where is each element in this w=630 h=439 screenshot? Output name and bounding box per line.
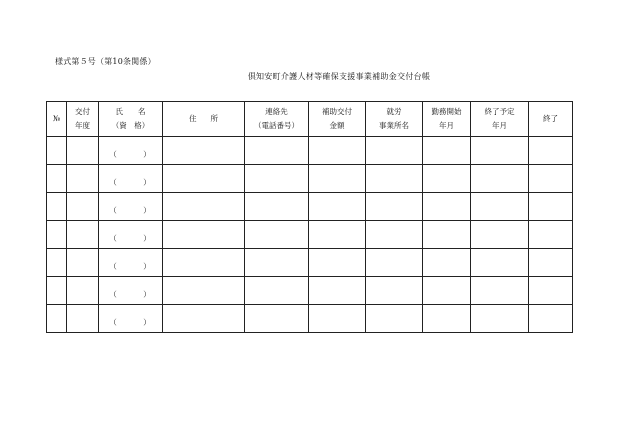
header-end-label: 終了 xyxy=(543,114,558,123)
header-row xyxy=(47,102,573,137)
cell-name[interactable] xyxy=(99,165,163,193)
cell-planned-end[interactable] xyxy=(471,277,529,305)
header-name-line1: 氏 名 xyxy=(115,107,146,116)
cell-year[interactable] xyxy=(67,193,99,221)
header-contact-line2: （電話番号） xyxy=(254,121,299,130)
cell-no[interactable] xyxy=(47,221,67,249)
cell-no[interactable] xyxy=(47,165,67,193)
header-contact-line1: 連絡先 xyxy=(265,107,288,116)
table-row xyxy=(47,305,573,333)
cell-workplace[interactable] xyxy=(366,193,423,221)
table-row xyxy=(47,221,573,249)
cell-amount[interactable] xyxy=(309,165,366,193)
cell-end[interactable] xyxy=(529,305,573,333)
cell-amount[interactable] xyxy=(309,249,366,277)
qualification-placeholder: （ ） xyxy=(109,150,152,159)
cell-address[interactable] xyxy=(163,305,245,333)
cell-amount[interactable] xyxy=(309,221,366,249)
cell-no[interactable] xyxy=(47,277,67,305)
header-workplace-line1: 就労 xyxy=(386,107,402,116)
cell-name[interactable] xyxy=(99,249,163,277)
cell-no[interactable] xyxy=(47,249,67,277)
cell-year[interactable] xyxy=(67,165,99,193)
cell-address[interactable] xyxy=(163,165,245,193)
cell-name[interactable] xyxy=(99,193,163,221)
cell-year[interactable] xyxy=(67,221,99,249)
header-grant-amount-line2: 金額 xyxy=(329,121,345,130)
header-end xyxy=(529,102,573,137)
table-row xyxy=(47,193,573,221)
cell-no[interactable] xyxy=(47,305,67,333)
cell-workplace[interactable] xyxy=(366,165,423,193)
header-workplace xyxy=(366,102,423,137)
cell-start[interactable] xyxy=(423,249,471,277)
qualification-placeholder: （ ） xyxy=(109,290,152,299)
cell-year[interactable] xyxy=(67,277,99,305)
cell-planned-end[interactable] xyxy=(471,165,529,193)
cell-workplace[interactable] xyxy=(366,249,423,277)
header-contact xyxy=(245,102,309,137)
cell-workplace[interactable] xyxy=(366,305,423,333)
cell-workplace[interactable] xyxy=(366,221,423,249)
cell-end[interactable] xyxy=(529,137,573,165)
cell-name[interactable] xyxy=(99,277,163,305)
cell-start[interactable] xyxy=(423,193,471,221)
cell-year[interactable] xyxy=(67,249,99,277)
header-planned-end xyxy=(471,102,529,137)
header-address xyxy=(163,102,245,137)
cell-year[interactable] xyxy=(67,305,99,333)
cell-end[interactable] xyxy=(529,277,573,305)
grant-ledger-table xyxy=(46,101,573,333)
cell-address[interactable] xyxy=(163,193,245,221)
cell-workplace[interactable] xyxy=(366,277,423,305)
header-start-line2: 年月 xyxy=(439,121,454,130)
table-row xyxy=(47,249,573,277)
cell-amount[interactable] xyxy=(309,193,366,221)
header-grant-year xyxy=(67,102,99,137)
cell-address[interactable] xyxy=(163,221,245,249)
cell-address[interactable] xyxy=(163,249,245,277)
cell-start[interactable] xyxy=(423,305,471,333)
cell-start[interactable] xyxy=(423,277,471,305)
cell-name[interactable] xyxy=(99,137,163,165)
cell-planned-end[interactable] xyxy=(471,137,529,165)
cell-contact[interactable] xyxy=(245,305,309,333)
header-name xyxy=(99,102,163,137)
cell-end[interactable] xyxy=(529,193,573,221)
table-row xyxy=(47,277,573,305)
cell-workplace[interactable] xyxy=(366,137,423,165)
table-row xyxy=(47,165,573,193)
header-grant-year-line1: 交付 xyxy=(75,107,90,116)
cell-address[interactable] xyxy=(163,277,245,305)
cell-start[interactable] xyxy=(423,221,471,249)
header-name-line2: （資 格） xyxy=(111,121,150,130)
cell-amount[interactable] xyxy=(309,137,366,165)
cell-contact[interactable] xyxy=(245,221,309,249)
cell-contact[interactable] xyxy=(245,193,309,221)
header-no-label: № xyxy=(52,114,61,123)
cell-contact[interactable] xyxy=(245,137,309,165)
cell-planned-end[interactable] xyxy=(471,305,529,333)
cell-name[interactable] xyxy=(99,221,163,249)
qualification-placeholder: （ ） xyxy=(109,262,152,271)
header-workplace-line2: 事業所名 xyxy=(379,121,409,130)
cell-start[interactable] xyxy=(423,137,471,165)
qualification-placeholder: （ ） xyxy=(109,178,152,187)
cell-no[interactable] xyxy=(47,193,67,221)
document-title: 倶知安町介護人材等確保支援事業補助金交付台帳 xyxy=(247,72,431,81)
header-planned-end-line1: 終了予定 xyxy=(484,107,515,116)
table-row xyxy=(47,137,573,165)
header-grant-year-line2: 年度 xyxy=(75,121,90,130)
cell-amount[interactable] xyxy=(309,277,366,305)
cell-amount[interactable] xyxy=(309,305,366,333)
cell-planned-end[interactable] xyxy=(471,193,529,221)
cell-planned-end[interactable] xyxy=(471,221,529,249)
cell-planned-end[interactable] xyxy=(471,249,529,277)
header-grant-amount xyxy=(309,102,366,137)
qualification-placeholder: （ ） xyxy=(109,206,152,215)
header-start-line1: 勤務開始 xyxy=(431,107,462,116)
header-no xyxy=(47,102,67,137)
cell-name[interactable] xyxy=(99,305,163,333)
cell-end[interactable] xyxy=(529,165,573,193)
header-start xyxy=(423,102,471,137)
cell-contact[interactable] xyxy=(245,249,309,277)
qualification-placeholder: （ ） xyxy=(109,234,152,243)
cell-year[interactable] xyxy=(67,137,99,165)
cell-address[interactable] xyxy=(163,137,245,165)
cell-end[interactable] xyxy=(529,221,573,249)
cell-contact[interactable] xyxy=(245,165,309,193)
header-address-label: 住所 xyxy=(189,114,232,123)
header-planned-end-line2: 年月 xyxy=(492,121,507,130)
header-grant-amount-line1: 補助交付 xyxy=(322,107,352,116)
qualification-placeholder: （ ） xyxy=(109,318,152,327)
cell-end[interactable] xyxy=(529,249,573,277)
cell-no[interactable] xyxy=(47,137,67,165)
cell-start[interactable] xyxy=(423,165,471,193)
cell-contact[interactable] xyxy=(245,277,309,305)
form-number: 様式第５号（第10条関係） xyxy=(55,57,156,66)
